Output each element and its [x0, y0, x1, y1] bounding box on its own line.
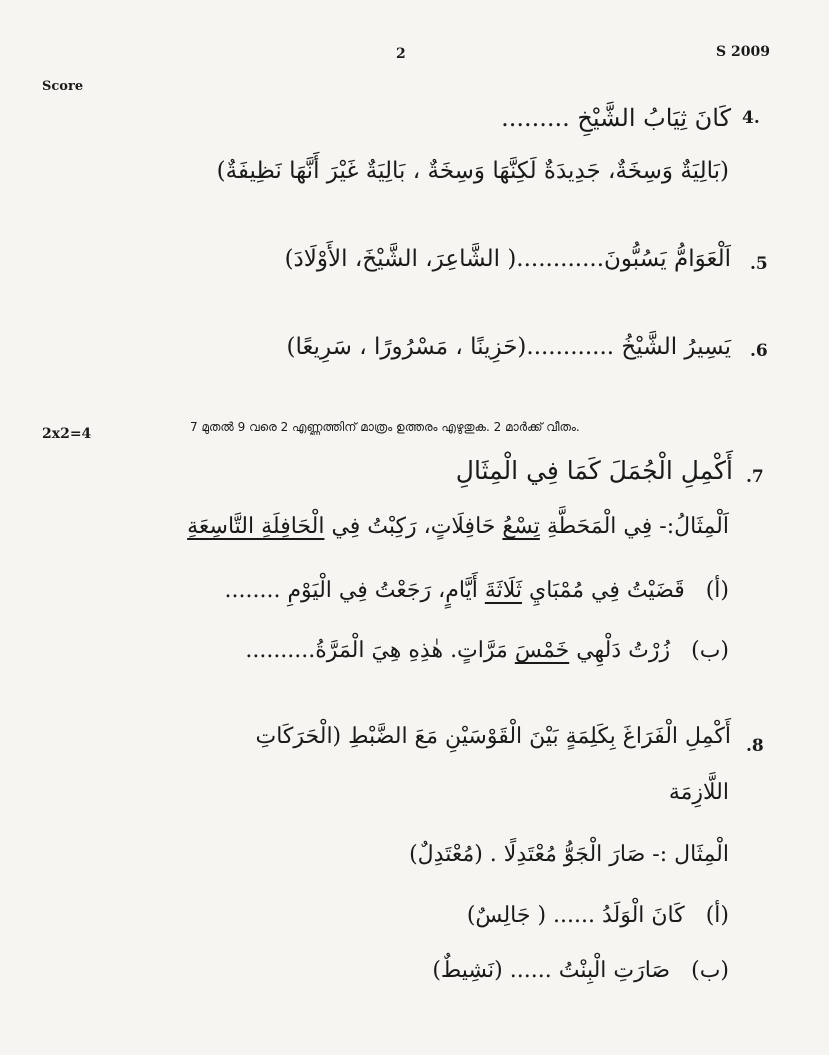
q8-b	[432, 958, 729, 983]
q8-title-line2: اللَّازِمَة	[668, 780, 729, 805]
q7-a-part2: أَيَّامٍ، رَجَعْتُ فِي الْيَوْمِ ........	[224, 578, 478, 603]
q7-a-label: (أ)	[705, 578, 729, 603]
section-instruction: 7 മുതൽ 9 വരെ 2 എണ്ണത്തിന് മാത്രം ഉത്തരം എഴുതുക. 2 മാർക്ക് വീതം.	[190, 420, 580, 434]
q4-number: 4.	[742, 108, 760, 128]
q8-number: .8	[746, 736, 764, 756]
q5-text: اَلْعَوَامُّ يَسُبُّونَ............( الشَّاعِرَ، الشَّيْخَ، الأَوْلَادَ)	[284, 246, 731, 272]
q7-a-underlined: ثَلَاثَةَ	[484, 578, 522, 603]
q7-b	[245, 638, 729, 663]
q6-number: .6	[750, 341, 768, 361]
q8-a-label: (أ)	[705, 903, 729, 928]
q7-number: .7	[746, 467, 764, 487]
q8-example: الْمِثَال :- صَارَ الْجَوُّ مُعْتَدِلًا . (مُعْتَدِلٌ)	[409, 842, 729, 867]
q4-options: (بَالِيَةٌ وَسِخَةٌ، جَدِيدَةٌ لَكِنَّهَا وَسِخَةٌ ، بَالِيَةٌ غَيْرَ أَنَّهَا نَظِيفَةٌ)	[216, 158, 729, 184]
q6-text: يَسِيرُ الشَّيْخُ ............(حَزِينًا ، مَسْرُورًا ، سَرِيعًا)	[286, 334, 731, 360]
q7-b-part1: زُرْتُ دَلْهِي	[576, 638, 671, 663]
q8-title-line1: أَكْمِلِ الْفَرَاغَ بِكَلِمَةٍ بَيْنَ الْقَوْسَيْنِ مَعَ الضَّبْطِ (الْحَرَكَاتِ	[255, 724, 731, 749]
q7-a-part1: قَضَيْتُ فِي مُمْبَايِ	[528, 578, 685, 603]
q8-b-text: صَارَتِ الْبِنْتُ ...... (نَشِيطٌ)	[432, 958, 671, 983]
q8-a	[467, 903, 729, 928]
q7-example-underlined-2: الْحَافِلَةِ التَّاسِعَةِ	[187, 514, 325, 539]
q5-number: .5	[750, 254, 768, 274]
q8-b-label: (ب)	[691, 958, 729, 983]
q7-example-part2: حَافِلَاتٍ، رَكِبْتُ فِي	[331, 514, 496, 539]
q7-b-underlined: خَمْسَ	[514, 638, 570, 663]
q8-a-text: كَانَ الْوَلَدُ ...... ( جَالِسٌ)	[466, 903, 685, 928]
q7-b-part2: مَرَّاتٍ. هٰذِهِ هِيَ الْمَرَّةُ..........	[245, 638, 508, 663]
q7-example	[187, 514, 729, 539]
q7-title: أَكْمِلِ الْجُمَلَ كَمَا فِي الْمِثَالِ	[455, 456, 733, 485]
q7-example-underlined-1: تِسْعُ	[502, 514, 540, 539]
q7-a	[225, 578, 730, 603]
page-number: 2	[396, 46, 406, 62]
q7-example-label: اَلْمِثَالُ:-	[659, 514, 729, 539]
exam-code: S 2009	[716, 44, 770, 60]
q4-stem: كَانَ ثِيَابُ الشَّيْخِ .........	[501, 104, 731, 132]
score-label: Score	[42, 79, 84, 94]
q7-b-label: (ب)	[691, 638, 729, 663]
section-marks: 2x2=4	[42, 426, 92, 442]
q7-example-part1: فِي الْمَحَطَّةِ	[546, 514, 653, 539]
